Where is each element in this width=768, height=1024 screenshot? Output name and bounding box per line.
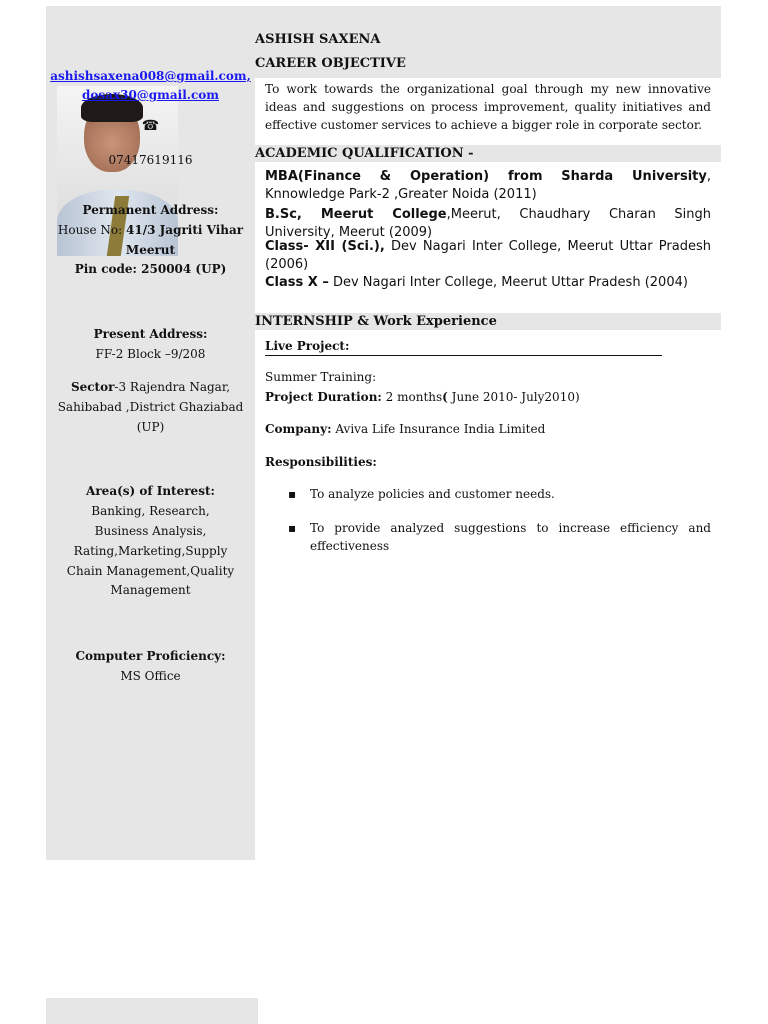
permanent-address-city: Meerut	[125, 243, 176, 257]
live-project-heading: Live Project:	[265, 338, 662, 356]
academic-item	[265, 168, 711, 204]
bullet-icon: ▪	[288, 521, 297, 535]
academic-item	[265, 274, 711, 292]
academic-degree: B.Sc, Meerut College	[265, 207, 447, 222]
present-address-sector	[46, 377, 255, 397]
permanent-address-label: Permanent Address:	[82, 203, 219, 217]
interests-line: Rating,Marketing,Supply	[73, 544, 228, 558]
academic-detail: Dev Nagari Inter College, Meerut Uttar Pradesh (2004)	[328, 275, 688, 290]
present-address-line4: (UP)	[136, 420, 165, 434]
present-address-line1: FF-2 Block –9/208	[95, 347, 206, 361]
responsibility-text: To provide analyzed suggestions to increase efficiency and effectiveness	[310, 521, 711, 553]
bullet-icon: ▪	[288, 487, 297, 501]
company	[265, 420, 711, 438]
email-link-secondary[interactable]: dosax30@gmail.com	[82, 88, 219, 102]
duration-dates: June 2010- July2010)	[447, 390, 580, 404]
interests-line: Management	[110, 583, 191, 597]
interests-line: Chain Management,Quality	[66, 564, 235, 578]
academic-degree: Class X –	[265, 275, 329, 290]
academic-title: ACADEMIC QUALIFICATION -	[255, 146, 474, 161]
present-address-line3: Sahibabad ,District Ghaziabad	[57, 400, 244, 414]
permanent-address-pin: Pin code: 250004 (UP)	[74, 262, 227, 276]
career-objective-text: To work towards the organizational goal through my new innovative ideas and suggestions on process improvement, quality initiatives and effective customer services to achieve a bigger role in corporate sector.	[265, 82, 711, 132]
academic-item	[265, 206, 711, 242]
responsibilities-label: Responsibilities:	[265, 455, 377, 469]
summer-training: Summer Training:	[265, 370, 377, 384]
academic-degree: Class- XII (Sci.),	[265, 239, 385, 254]
sector-label: Sector	[70, 380, 115, 394]
duration-value: 2 months	[385, 390, 443, 404]
present-address-label: Present Address:	[93, 327, 208, 341]
responsibility-text: To analyze policies and customer needs.	[310, 487, 555, 501]
list-item	[288, 519, 711, 555]
house-prefix: House No:	[57, 223, 123, 237]
academic-detail: , Knnowledge Park-2 ,Greater Noida (2011)	[265, 169, 711, 202]
interests-line: Banking, Research,	[91, 504, 210, 518]
academic-detail: Dev Nagari Inter College, Meerut Uttar Pradesh (2006)	[265, 239, 711, 272]
company-value: Aviva Life Insurance India Limited	[335, 422, 546, 436]
sidebar-next-page	[46, 998, 258, 1024]
company-label: Company:	[265, 422, 332, 436]
candidate-name: ASHISH SAXENA	[255, 32, 381, 47]
interests-label: Area(s) of Interest:	[86, 484, 215, 498]
duration-label: Project Duration:	[265, 390, 382, 404]
interests-line: Business Analysis,	[94, 524, 207, 538]
academic-degree: MBA(Finance & Operation) from Sharda University	[265, 169, 707, 184]
phone-number: 07417619116	[108, 153, 193, 167]
computer-label: Computer Proficiency:	[75, 649, 226, 663]
academic-detail: ,Meerut, Chaudhary Charan Singh University, Meerut (2009)	[265, 207, 711, 240]
email-link-primary[interactable]: ashishsaxena008@gmail.com,	[50, 69, 251, 83]
phone-icon: ☎	[141, 118, 160, 134]
career-objective-title: CAREER OBJECTIVE	[255, 56, 406, 71]
academic-item	[265, 238, 711, 274]
computer-value: MS Office	[120, 669, 181, 683]
internship-title: INTERNSHIP & Work Experience	[255, 314, 497, 329]
duration-paren: (	[442, 390, 448, 404]
permanent-address-house	[46, 220, 255, 240]
sector-value: -3 Rajendra Nagar,	[114, 380, 231, 394]
project-duration	[265, 388, 711, 406]
list-item	[288, 485, 711, 503]
house-value: 41/3 Jagriti Vihar	[126, 223, 244, 237]
